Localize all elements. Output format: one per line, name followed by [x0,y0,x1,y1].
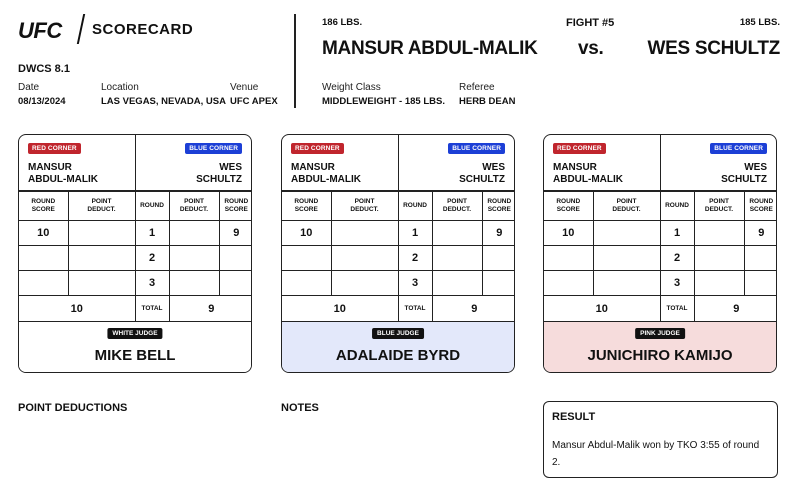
col-header-round-score: ROUND SCORE [482,192,515,221]
blue-point-deduction [169,271,219,296]
location-label: Location [101,82,139,93]
red-last-name: ABDUL-MALIK [553,174,623,185]
venue-label: Venue [230,82,259,93]
date-value: 08/13/2024 [18,96,66,107]
blue-first-name: WES [482,162,505,173]
red-point-deduction [593,271,660,296]
red-round-score [282,271,331,296]
judge-tag: PINK JUDGE [635,328,685,339]
blue-round-score [744,246,777,271]
scorecard-fighters [282,135,514,191]
blue-fighter-card-name [196,162,242,186]
weight-class-value: MIDDLEWEIGHT - 185 LBS. [322,96,445,107]
score-header-row [282,192,515,221]
ufc-logo: UFC [18,18,62,43]
judge-tag: WHITE JUDGE [107,328,162,339]
red-corner-badge: RED CORNER [291,143,344,154]
blue-point-deduction [694,271,744,296]
score-header-row [544,192,777,221]
red-total: 10 [19,296,135,322]
blue-point-deduction [432,246,482,271]
col-header-round: ROUND [398,192,432,221]
blue-first-name: WES [219,162,242,173]
round-row [544,221,777,246]
result-title: RESULT [552,411,596,423]
col-header-point-deduct: POINT DEDUCT. [169,192,219,221]
red-fighter-card-name [291,162,361,186]
blue-corner-badge: BLUE CORNER [710,143,767,154]
blue-round-score: 9 [482,221,515,246]
vs-label: vs. [578,38,604,59]
blue-total: 9 [169,296,252,322]
total-row [282,296,515,322]
blue-point-deduction [694,246,744,271]
col-header-point-deduct: POINT DEDUCT. [593,192,660,221]
red-total: 10 [544,296,660,322]
corner-divider [135,135,136,191]
total-label: TOTAL [135,296,169,322]
red-corner-badge: RED CORNER [553,143,606,154]
red-fighter-card-name [28,162,98,186]
round-number: 3 [660,271,694,296]
total-row [19,296,252,322]
scorecard [543,134,777,373]
blue-corner-badge: BLUE CORNER [448,143,505,154]
red-fighter-name: MANSUR ABDUL-MALIK [322,38,538,59]
round-row [282,271,515,296]
red-fighter-card-name [553,162,623,186]
blue-point-deduction [694,221,744,246]
page-title: SCORECARD [92,21,194,38]
col-header-round-score: ROUND SCORE [219,192,252,221]
col-header-round-score: ROUND SCORE [544,192,593,221]
scorecard [281,134,515,373]
red-total: 10 [282,296,398,322]
notes-title: NOTES [281,402,319,414]
blue-point-deduction [169,246,219,271]
col-header-round: ROUND [660,192,694,221]
round-row [282,221,515,246]
logo-divider [77,14,85,44]
judge-name: ADALAIDE BYRD [335,347,461,364]
blue-round-score [744,271,777,296]
blue-point-deduction [432,271,482,296]
total-label: TOTAL [660,296,694,322]
round-number: 2 [398,246,432,271]
blue-point-deduction [432,221,482,246]
venue-value: UFC APEX [230,96,278,107]
col-header-round-score: ROUND SCORE [19,192,68,221]
round-row [544,246,777,271]
round-number: 3 [398,271,432,296]
referee-value: HERB DEAN [459,96,516,107]
blue-fighter-card-name [459,162,505,186]
blue-total: 9 [432,296,515,322]
judge-tag: BLUE JUDGE [372,328,424,339]
blue-round-score [482,271,515,296]
col-header-point-deduct: POINT DEDUCT. [432,192,482,221]
result-text: Mansur Abdul-Malik won by TKO 3:55 of round 2. [552,440,760,468]
round-number: 1 [135,221,169,246]
judge-name: MIKE BELL [94,347,176,364]
blue-round-score: 9 [219,221,252,246]
corner-divider [398,135,399,191]
blue-round-score [219,246,252,271]
blue-fighter-card-name [721,162,767,186]
blue-last-name: SCHULTZ [459,174,505,185]
blue-first-name: WES [744,162,767,173]
blue-total: 9 [694,296,777,322]
scorecard [18,134,252,373]
col-header-point-deduct: POINT DEDUCT. [331,192,398,221]
red-first-name: MANSUR [28,162,72,173]
red-round-score [19,246,68,271]
event-name: DWCS 8.1 [18,63,70,75]
red-point-deduction [68,271,135,296]
score-header-row [19,192,252,221]
col-header-round: ROUND [135,192,169,221]
point-deductions-title: POINT DEDUCTIONS [18,402,128,414]
red-round-score [19,271,68,296]
round-row [19,246,252,271]
red-point-deduction [331,271,398,296]
red-fighter-weight: 186 LBS. [322,17,363,28]
red-round-score: 10 [282,221,331,246]
location-value: LAS VEGAS, NEVADA, USA [101,96,226,107]
scorecard-fighters [544,135,776,191]
red-round-score: 10 [19,221,68,246]
round-row [19,221,252,246]
col-header-point-deduct: POINT DEDUCT. [694,192,744,221]
red-point-deduction [593,246,660,271]
blue-point-deduction [169,221,219,246]
red-point-deduction [593,221,660,246]
red-corner-badge: RED CORNER [28,143,81,154]
round-number: 1 [398,221,432,246]
weight-class-label: Weight Class [322,82,381,93]
scorecard-fighters [19,135,251,191]
score-table [282,191,515,322]
score-table [544,191,777,322]
result-box [543,401,778,478]
score-table [19,191,252,322]
red-last-name: ABDUL-MALIK [28,174,98,185]
judge-panel [282,321,514,373]
blue-last-name: SCHULTZ [721,174,767,185]
red-last-name: ABDUL-MALIK [291,174,361,185]
red-round-score [544,271,593,296]
blue-round-score [219,271,252,296]
red-round-score [282,246,331,271]
round-row [19,271,252,296]
round-number: 2 [135,246,169,271]
judge-panel [544,321,776,373]
judge-panel [19,321,251,373]
corner-divider [660,135,661,191]
fight-number: FIGHT #5 [566,17,615,29]
col-header-point-deduct: POINT DEDUCT. [68,192,135,221]
round-number: 2 [660,246,694,271]
referee-label: Referee [459,82,495,93]
blue-round-score: 9 [744,221,777,246]
round-row [544,271,777,296]
blue-round-score [482,246,515,271]
blue-fighter-name: WES SCHULTZ [647,38,780,59]
blue-fighter-weight: 185 LBS. [739,17,780,28]
date-label: Date [18,82,40,93]
red-point-deduction [331,246,398,271]
red-point-deduction [68,221,135,246]
total-label: TOTAL [398,296,432,322]
col-header-round-score: ROUND SCORE [744,192,777,221]
judge-name: JUNICHIRO KAMIJO [587,347,733,364]
red-first-name: MANSUR [553,162,597,173]
round-number: 1 [660,221,694,246]
round-row [282,246,515,271]
red-point-deduction [331,221,398,246]
col-header-round-score: ROUND SCORE [282,192,331,221]
red-point-deduction [68,246,135,271]
round-number: 3 [135,271,169,296]
blue-last-name: SCHULTZ [196,174,242,185]
header-divider [294,14,296,108]
blue-corner-badge: BLUE CORNER [185,143,242,154]
red-round-score [544,246,593,271]
red-round-score: 10 [544,221,593,246]
total-row [544,296,777,322]
red-first-name: MANSUR [291,162,335,173]
